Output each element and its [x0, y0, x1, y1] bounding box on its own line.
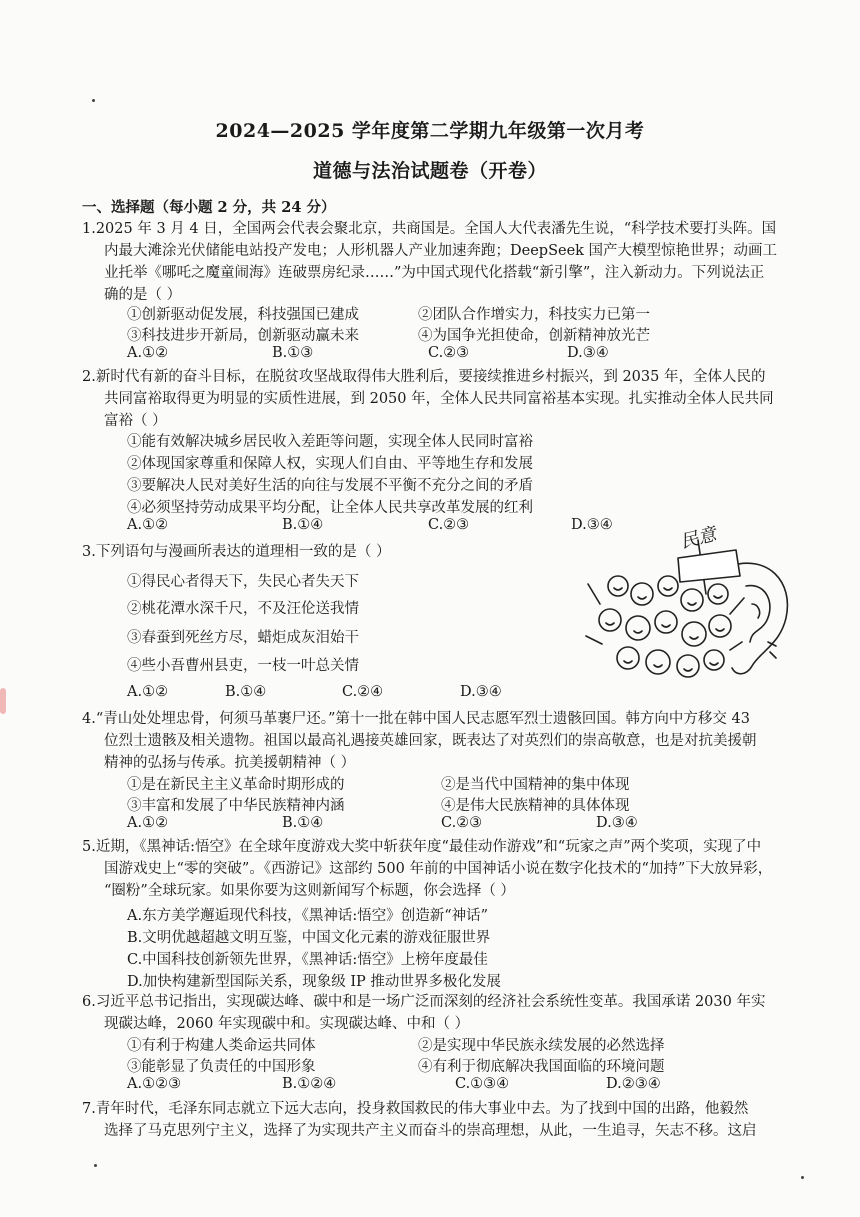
question-text: “圈粉”全球玩家。如果你要为这则新闻写个标题，你会选择（ ） [104, 883, 515, 899]
answer-option: D.③④ [571, 517, 613, 533]
question-text: 富裕（ ） [104, 413, 167, 429]
statement-item: ②团队合作增实力，科技实力已第一 [418, 307, 650, 323]
statement-item: ④有利于彻底解决我国面临的环境问题 [418, 1059, 665, 1075]
scan-speck [94, 1164, 97, 1167]
question-text: 现碳达峰，2060 年实现碳中和。实现碳达峰、中和（ ） [104, 1016, 470, 1032]
statement-item: ②体现国家尊重和保障人权，实现人们自由、平等地生存和发展 [127, 456, 533, 472]
statement-item: ④些小吾曹州县吏，一枝一叶总关情 [127, 658, 359, 674]
answer-option: A.①② [127, 815, 169, 831]
statement-item: ③丰富和发展了中华民族精神内涵 [127, 798, 345, 814]
question-text: 2.新时代有新的奋斗目标，在脱贫攻坚战取得伟大胜利后，要接续推进乡村振兴，到 2035 年，全体人民的 [82, 369, 766, 385]
answer-option: B.①③ [272, 345, 314, 361]
statement-item: ②桃花潭水深千尺，不及汪伦送我情 [127, 601, 359, 617]
statement-item: ①得民心者得天下，失民心者失天下 [127, 574, 359, 590]
question-text: 选择了马克思列宁主义，选择了为实现共产主义而奋斗的崇高理想，从此，一生追寻，矢志不移。这启 [104, 1123, 757, 1139]
answer-option: B.文明优越超越文明互鉴，中国文化元素的游戏征服世界 [127, 930, 491, 946]
answer-option: B.①④ [282, 815, 324, 831]
answer-option: B.①④ [225, 684, 267, 700]
question-text: 国游戏史上“零的突破”。《西游记》这部约 500 年前的中国神话小说在数字化技术的“加持”下大放异彩， [104, 861, 773, 877]
answer-option: A.①② [127, 684, 169, 700]
scan-speck [92, 99, 95, 102]
question-text: 7.青年时代，毛泽东同志就立下远大志向，投身救国救民的伟大事业中去。为了找到中国的出路，他毅然 [82, 1101, 749, 1117]
statement-item: ①能有效解决城乡居民收入差距等问题，实现全体人民同时富裕 [127, 434, 533, 450]
answer-option: B.①④ [282, 517, 324, 533]
question-text: 确的是（ ） [104, 287, 182, 303]
question-text: 内最大滩涂光伏储能电站投产发电；人形机器人产业加速奔跑；DeepSeek 国产大模型惊艳世界；动画工 [104, 243, 778, 259]
statement-item: ②是实现中华民族永续发展的必然选择 [418, 1038, 665, 1054]
statement-item: ③能彰显了负责任的中国形象 [127, 1059, 316, 1075]
scan-speck [801, 1176, 804, 1179]
statement-item: ①有利于构建人类命运共同体 [127, 1038, 316, 1054]
statement-item: ③要解决人民对美好生活的向往与发展不平衡不充分之间的矛盾 [127, 478, 533, 494]
answer-option: A.东方美学邂逅现代科技，《黑神话:悟空》创造新“神话” [127, 908, 489, 924]
cartoon-sign-text: 民意 [678, 523, 719, 553]
statement-item: ④必须坚持劳动成果平均分配，让全体人民共享改革发展的红利 [127, 500, 533, 516]
question-text: 精神的弘扬与传承。抗美援朝精神（ ） [104, 755, 356, 771]
statement-item: ①是在新民主主义革命时期形成的 [127, 777, 345, 793]
answer-option: C.②③ [428, 517, 470, 533]
answer-option: D.②③④ [606, 1076, 661, 1092]
answer-option: A.①②③ [127, 1076, 182, 1092]
question-text: 业托举《哪吒之魔童闹海》连破票房纪录……”为中国式现代化搭载“新引擎”，注入新动力。下列说法正 [104, 265, 765, 281]
statement-item: ③科技进步开新局，创新驱动赢未来 [127, 328, 359, 344]
answer-option: D.③④ [596, 815, 638, 831]
answer-option: D.③④ [567, 345, 609, 361]
question-text: 6.习近平总书记指出，实现碳达峰、碳中和是一场广泛而深刻的经济社会系统性变革。我国承诺 2030 年实 [82, 994, 766, 1010]
answer-option: C.②④ [342, 684, 384, 700]
answer-option: C.①③④ [455, 1076, 510, 1092]
answer-option: C.②③ [441, 815, 483, 831]
question-text: 4.“青山处处埋忠骨，何须马革裹尸还。”第十一批在韩中国人民志愿军烈士遗骸回国。韩方向中方移交 43 [82, 711, 750, 727]
answer-option: D.③④ [460, 684, 502, 700]
answer-option: A.①② [127, 517, 169, 533]
question-text: 共同富裕取得更为明显的实质性进展，到 2050 年，全体人民共同富裕基本实现。扎实推动全体人民共同 [104, 391, 774, 407]
exam-title: 2024—2025 学年度第二学期九年级第一次月考 [215, 120, 645, 142]
answer-option: C.②③ [428, 345, 470, 361]
answer-option: D.加快构建新型国际关系，现象级 IP 推动世界多极化发展 [127, 974, 501, 990]
statement-item: ③春蚕到死丝方尽，蜡炬成灰泪始干 [127, 630, 359, 646]
statement-item: ④是伟大民族精神的具体体现 [441, 798, 630, 814]
section-heading: 一、选择题（每小题 2 分，共 24 分） [82, 199, 336, 216]
scan-red-mark [0, 688, 6, 714]
answer-option: B.①②④ [282, 1076, 337, 1092]
answer-option: A.①② [127, 345, 169, 361]
statement-item: ④为国争光担使命，创新精神放光芒 [418, 328, 650, 344]
question-text: 3.下列语句与漫画所表达的道理相一致的是（ ） [82, 544, 391, 560]
statement-item: ①创新驱动促发展，科技强国已建成 [127, 307, 359, 323]
question-text: 位烈士遗骸及相关遗物。祖国以最高礼遇接英雄回家，既表达了对英烈们的崇高敬意，也是对抗美援朝 [104, 733, 757, 749]
answer-option: C.中国科技创新领先世界，《黑神话:悟空》上榜年度最佳 [127, 952, 488, 968]
statement-item: ②是当代中国精神的集中体现 [441, 777, 630, 793]
exam-subtitle: 道德与法治试题卷（开卷） [312, 160, 547, 182]
question-text: 5.近期，《黑神话:悟空》在全球年度游戏大奖中斩获年度“最佳动作游戏”和“玩家之声”两个奖项，实现了中 [82, 839, 762, 855]
question-text: 1.2025 年 3 月 4 日，全国两会代表会聚北京，共商国是。全国人大代表潘先生说，“科学技术要打头阵。国 [82, 221, 777, 237]
